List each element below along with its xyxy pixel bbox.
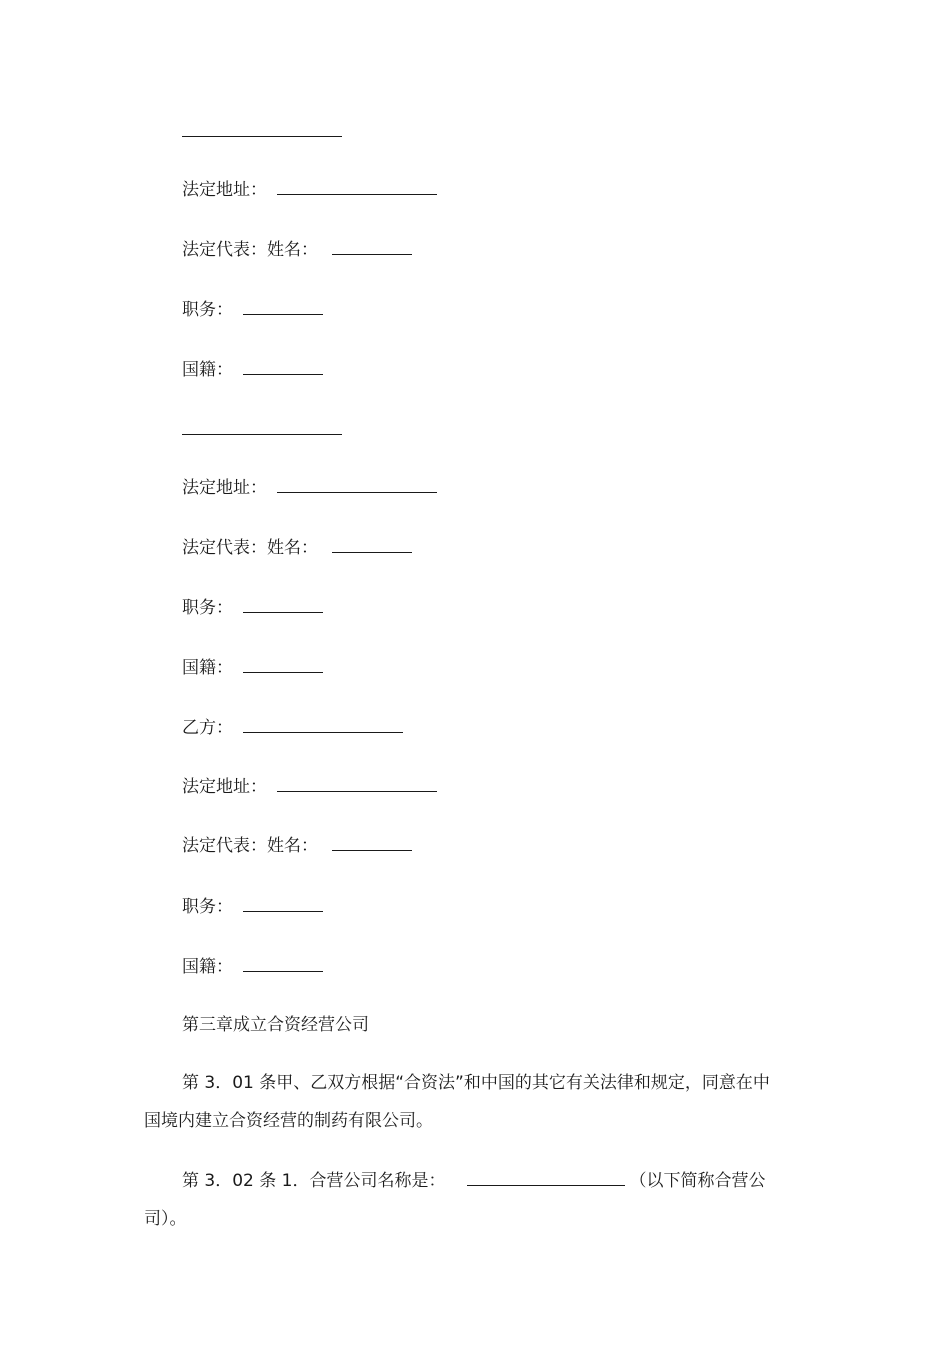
legal-address-label: 法定地址： [182, 180, 267, 200]
party-name-blank [182, 118, 342, 137]
position-line [182, 296, 323, 322]
legal-address-label: 法定地址： [182, 777, 267, 797]
legal-rep-line [182, 534, 412, 560]
legal-address-blank [277, 176, 437, 195]
legal-address-blank [277, 773, 437, 792]
party-b-line [182, 714, 403, 740]
legal-rep-blank [332, 832, 412, 851]
nationality-line [182, 953, 323, 979]
nationality-label: 国籍： [182, 360, 233, 380]
nationality-blank [243, 356, 323, 375]
position-label: 职务： [182, 300, 233, 320]
party-name-blank-line [182, 416, 342, 442]
company-name-blank [467, 1167, 625, 1186]
party-b-label: 乙方： [182, 718, 233, 738]
position-label: 职务： [182, 598, 233, 618]
party-name-blank [182, 416, 342, 435]
legal-rep-blank [332, 236, 412, 255]
nationality-label: 国籍： [182, 658, 233, 678]
article-3-01-text: 第 3．01 条甲、乙双方根据“合资法”和中国的其它有关法律和规定，同意在中国境内建立合资经营的制药有限公司。 [144, 1073, 770, 1131]
legal-rep-label: 法定代表：姓名： [182, 538, 318, 558]
position-blank [243, 893, 323, 912]
position-line [182, 893, 323, 919]
party-name-blank-line [182, 118, 342, 144]
legal-rep-label: 法定代表：姓名： [182, 836, 318, 856]
chapter-title: 第三章成立合资经营公司 [182, 1015, 369, 1035]
legal-address-blank [277, 474, 437, 493]
article-3-02 [144, 1162, 774, 1238]
nationality-blank [243, 654, 323, 673]
position-blank [243, 594, 323, 613]
article-3-02-suffix: （以下简称合营公司）。 [144, 1171, 766, 1229]
nationality-line [182, 356, 323, 382]
position-blank [243, 296, 323, 315]
nationality-line [182, 654, 323, 680]
legal-rep-label: 法定代表：姓名： [182, 240, 318, 260]
legal-rep-line [182, 832, 412, 858]
article-3-02-prefix: 第 3．02 条 1．合营公司名称是： [182, 1171, 446, 1191]
position-label: 职务： [182, 897, 233, 917]
nationality-blank [243, 953, 323, 972]
legal-address-line [182, 176, 437, 202]
nationality-label: 国籍： [182, 957, 233, 977]
party-b-blank [243, 714, 403, 733]
legal-rep-line [182, 236, 412, 262]
legal-address-line [182, 773, 437, 799]
legal-address-line [182, 474, 437, 500]
legal-address-label: 法定地址： [182, 478, 267, 498]
legal-rep-blank [332, 534, 412, 553]
article-3-01 [144, 1064, 774, 1140]
position-line [182, 594, 323, 620]
